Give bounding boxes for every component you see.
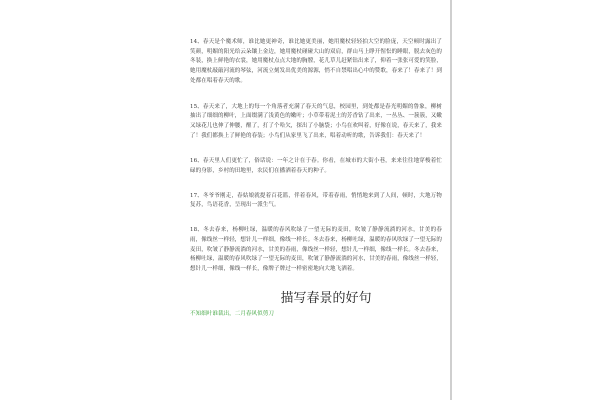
paragraph-15: 15、春天来了，大地上的每一个角落者充满了春天的气息，校园里，到处都是春光明媚的鲁象，柳树抽出了细细的柳叶，上面缀满了浅黄色的嫩叶；小草带着泥土的芳香钻了出来，一丛丛、一簇簇，又嫩又绿花儿也伸了伸腰，醒了，打了个哈欠，探出了小脑袋；小鸟在欢叫着，好像在说，春天来了，我来了！我们都换上了鲜艳的春装；小鸟们从家里飞了出来，唱着动听的歌，告诉我们：春天来了！ — [190, 103, 443, 139]
paragraph-16: 16、春天里人们更忙了，俗话说：一年之计在于春。你看，在城市的大街小巷，来来往往地穿梭着忙碌的身影，乡村的田地里，农民们在播洒着春天的种子。 — [190, 158, 442, 175]
scrollbar[interactable] — [450, 0, 452, 400]
paragraph-18: 18、冬去春来，杨柳吐绿，温暖的春风吹绿了一望无际的麦田，吹皱了静静流淌的河水，甘美的春雨，像线丝一样轻，想针儿一样细，像线一样长。冬去春来，杨柳吐绿，温暖的春风吹绿了一望无际的麦田，吹皱了静静流淌的河水，甘美的春雨，像线丝一样轻，想针儿一样细，像线一样长。冬去春来，杨柳吐绿，温暖的春风吹绿了一望无际的麦田，吹皱了静静流淌的河水，甘美的春雨，像线丝一样轻，想针儿一样细，像线一样长，像牌子牌过一样密密地向大地飞洒着。 — [190, 227, 443, 272]
paragraph-17: 17、冬爷爷刚走，春姑娘就提着百花篮，伴着春风，带着春雨，悄悄地来到了人间，顿时，大地万物复苏，鸟语花香，呈现出一派生气。 — [190, 192, 442, 209]
section-heading: 描写春景的好句 — [280, 290, 372, 306]
document-page — [178, 28, 448, 400]
paragraph-14: 14、春天是个魔术师，谁比她更神奇，谁比她更美丽，她用魔杖轻轻拍大空的脸庞，天空顿时露出了笑颜，明媚的阳光给云朵镶上金边，她用魔杖碰碰大山的双肩，群山马上睁开惺忪的睡眼，脱去灰色的冬装，换上鲜艳的衣裳，她用魔杖点点大地的胸膛，花儿草儿赶紧钻出来了，仰着一张张可爱的笑脸，她用魔杖敲敲河流的琴弦，河流立刻发出优美的源源，悄不自禁唱出心中的赞歌，春来了！春来了！到处都在唱着春天的歌。 — [190, 39, 443, 84]
poem-line: 不知细叶谁裁出，二月春风似剪刀 — [190, 310, 274, 317]
